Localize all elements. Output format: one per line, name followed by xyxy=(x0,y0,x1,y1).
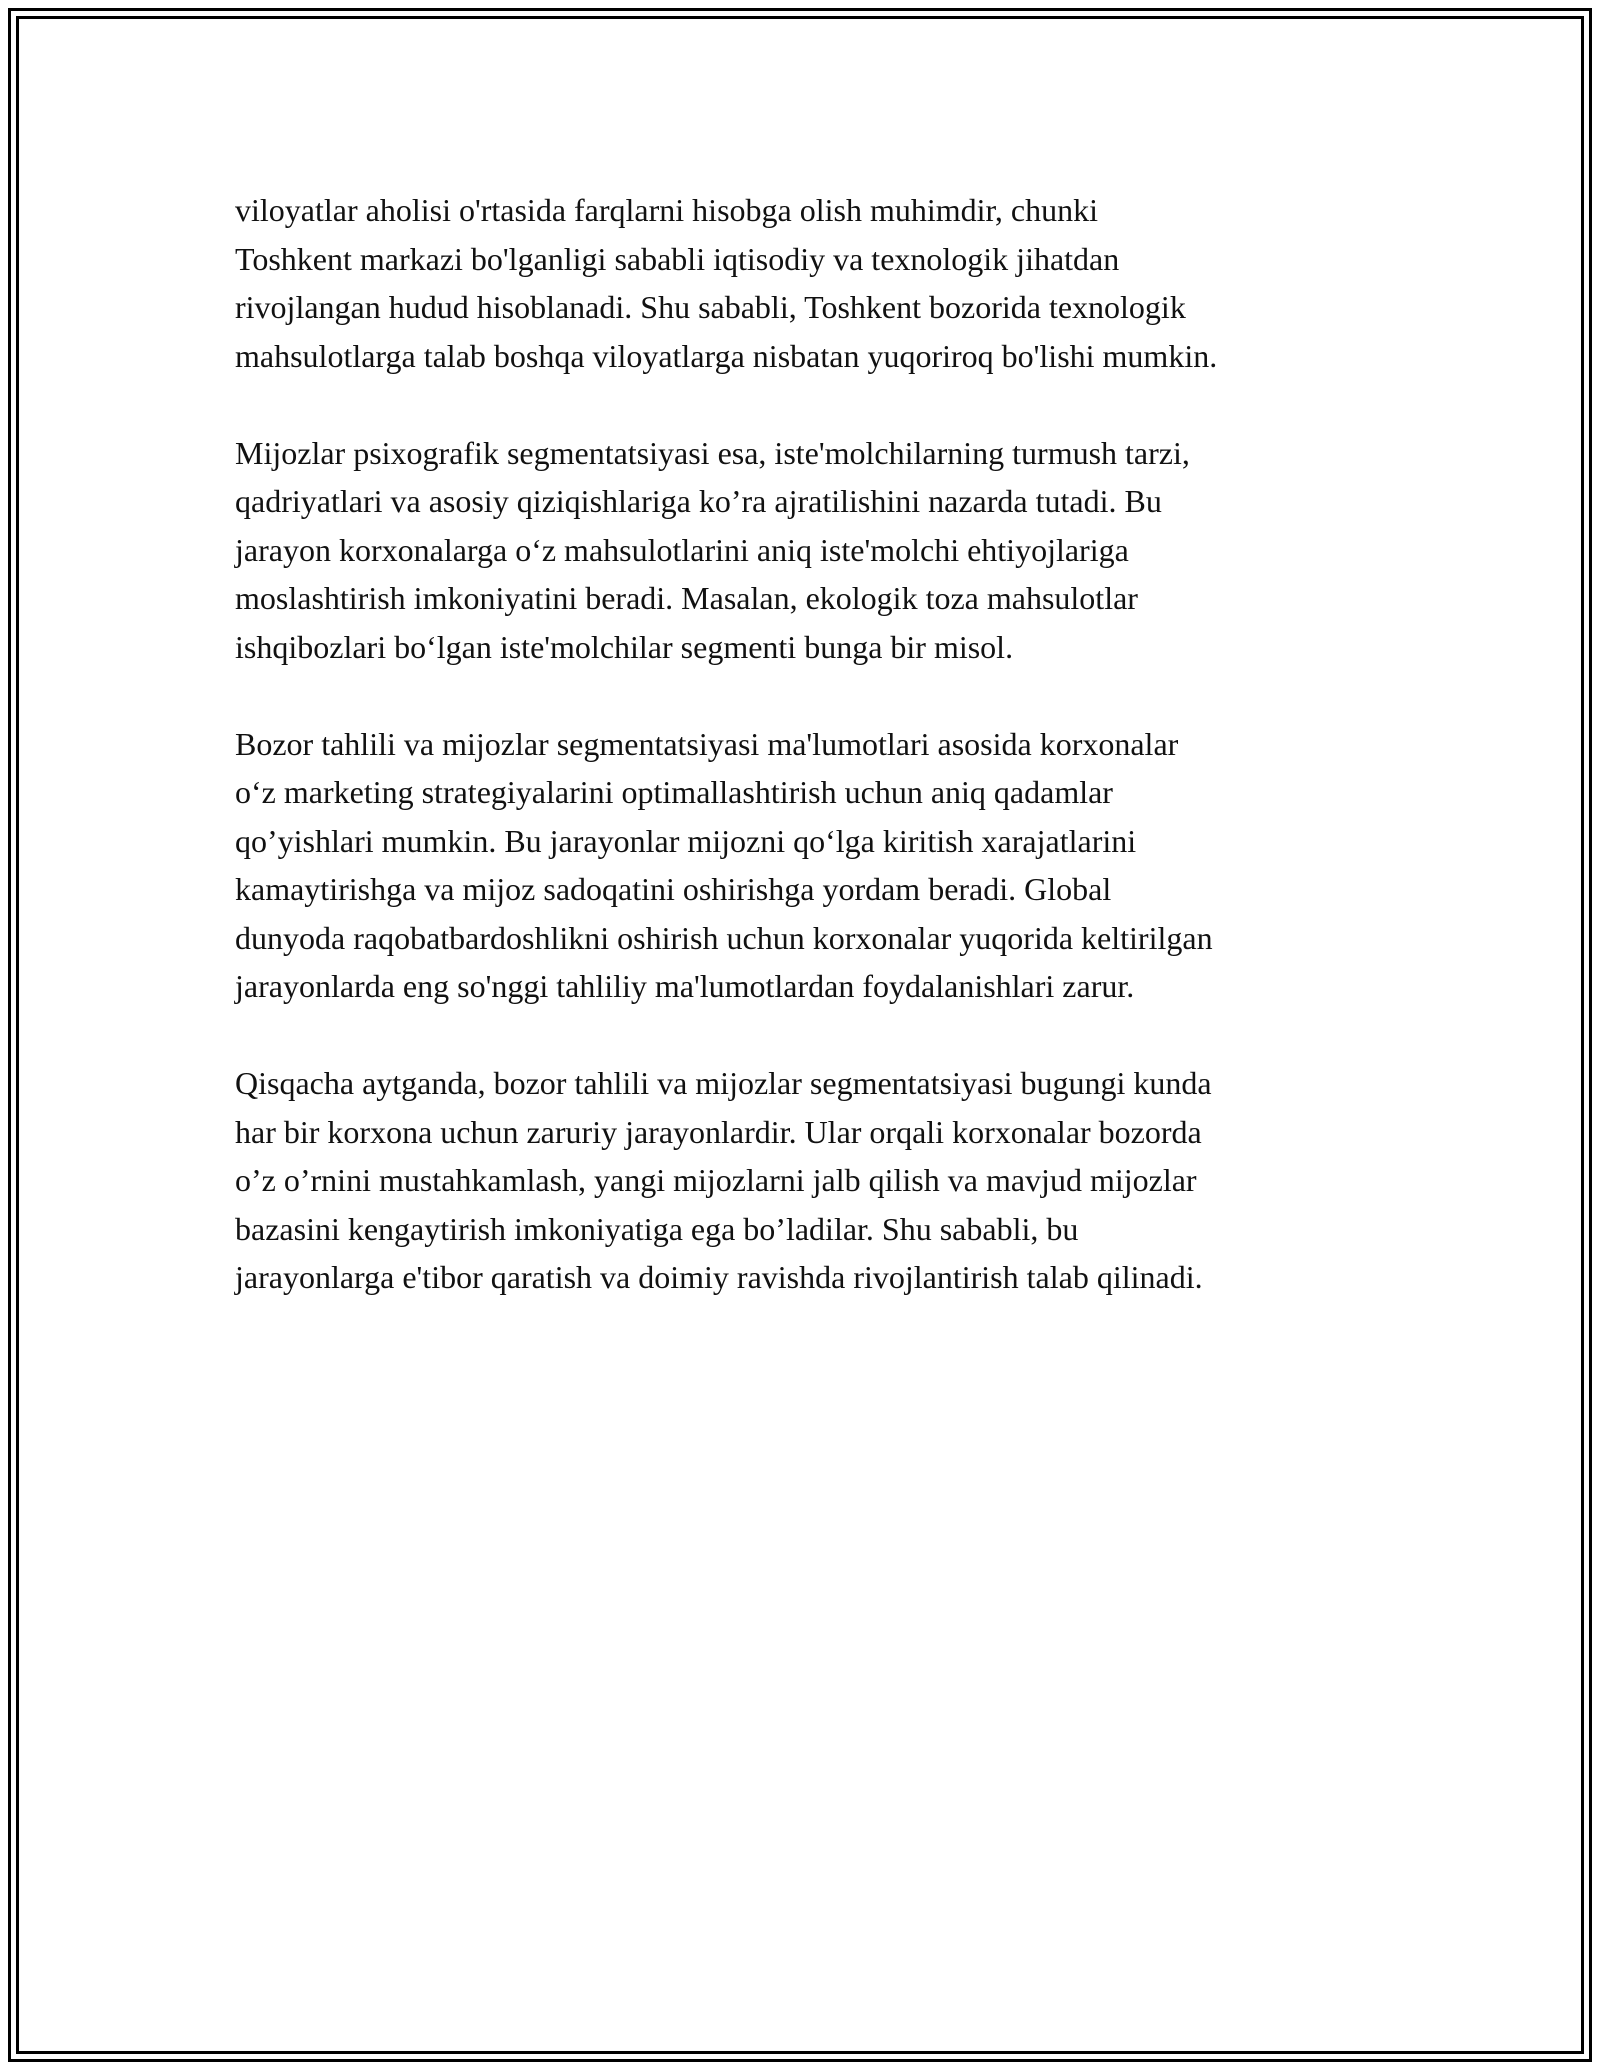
text-line: Mijozlar psixografik segmentatsiyasi esa, iste'molchilarning turmush tarzi, xyxy=(235,434,1190,471)
text-line: Qisqacha aytganda, bozor tahlili va mijozlar segmentatsiyasi bugungi kunda xyxy=(235,1065,1212,1101)
text-line: Toshkent markazi bo'lganligi sababli iqtisodiy va texnologik jihatdan xyxy=(235,240,1120,277)
text-line: qadriyatlari va asosiy qiziqishlariga ko’ra ajratilishini nazarda tutadi. Bu xyxy=(235,483,1162,519)
text-line: qo’yishlari mumkin. Bu jarayonlar mijozni qo‘lga kiritish xarajatlarini xyxy=(235,822,1137,859)
text-line: rivojlangan hudud hisoblanadi. Shu sababli, Toshkent bozorida texnologik xyxy=(235,289,1186,325)
text-line: jarayonlarda eng so'nggi tahliliy ma'lumotlardan foydalanishlari zarur. xyxy=(235,968,1135,1004)
text-line: mahsulotlarga talab boshqa viloyatlarga nisbatan yuqoriroq bo'lishi mumkin. xyxy=(235,337,1218,374)
text-line: dunyoda raqobatbardoshlikni oshirish uchun korxonalar yuqorida keltirilgan xyxy=(235,919,1213,956)
text-line: viloyatlar aholisi o'rtasida farqlarni hisobga olish muhimdir, chunki xyxy=(235,192,1098,228)
document-body xyxy=(235,186,1385,1350)
text-line: Bozor tahlili va mijozlar segmentatsiyasi ma'lumotlari asosida korxonalar xyxy=(235,725,1179,762)
text-line: jarayon korxonalarga o‘z mahsulotlarini aniq iste'molchi ehtiyojlariga xyxy=(235,531,1129,568)
paragraph-3 xyxy=(235,720,1385,1011)
paragraph-1 xyxy=(235,186,1385,380)
text-line: kamaytirishga va mijoz sadoqatini oshirishga yordam beradi. Global xyxy=(235,871,1112,907)
text-line: moslashtirish imkoniyatini beradi. Masalan, ekologik toza mahsulotlar xyxy=(235,580,1138,616)
text-line: ishqibozlari bo‘lgan iste'molchilar segmenti bunga bir misol. xyxy=(235,628,1014,665)
paragraph-4 xyxy=(235,1059,1385,1302)
paragraph-2 xyxy=(235,429,1385,672)
text-line: har bir korxona uchun zaruriy jarayonlardir. Ular orqali korxonalar bozorda xyxy=(235,1113,1202,1150)
text-line: o‘z marketing strategiyalarini optimallashtirish uchun aniq qadamlar xyxy=(235,774,1113,810)
text-line: jarayonlarga e'tibor qaratish va doimiy ravishda rivojlantirish talab qilinadi. xyxy=(235,1259,1203,1295)
text-line: o’z o’rnini mustahkamlash, yangi mijozlarni jalb qilish va mavjud mijozlar xyxy=(235,1162,1197,1198)
text-line: bazasini kengaytirish imkoniyatiga ega bo’ladilar. Shu sababli, bu xyxy=(235,1210,1079,1247)
